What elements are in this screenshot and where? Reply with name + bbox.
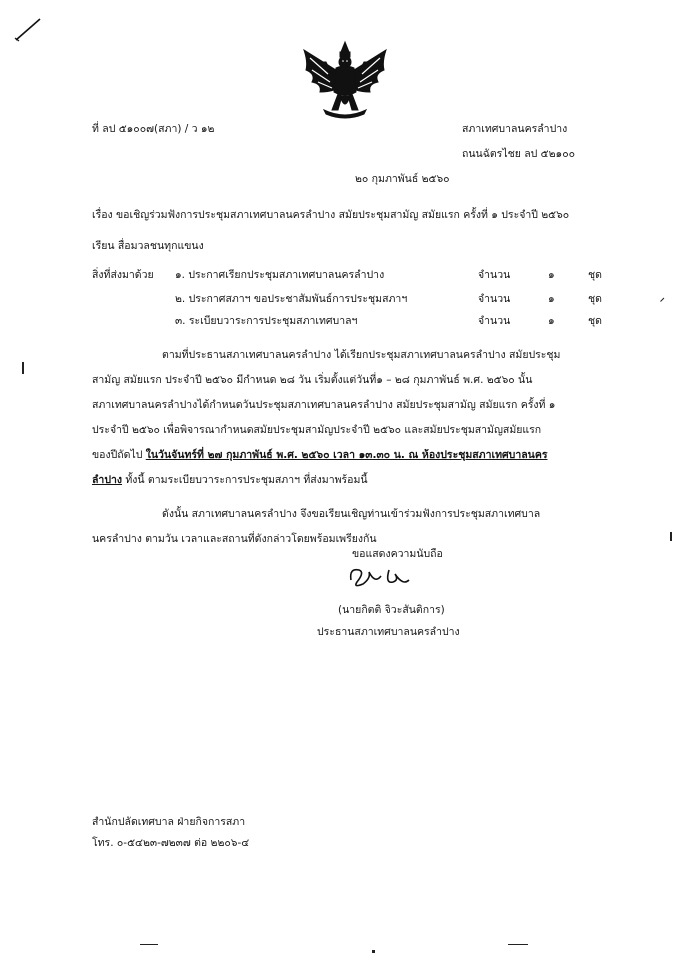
scan-speck: [508, 944, 528, 945]
enclosure-item-1: ๑. ประกาศเรียกประชุมสภาเทศบาลนครลำปาง: [175, 269, 385, 281]
footer-phone: โทร. ๐-๕๔๒๓-๗๒๓๗ ต่อ ๒๒๐๖-๔: [92, 837, 250, 849]
signer-name: (นายกิตติ จิวะสันติการ): [338, 604, 445, 616]
enclosure-item-2: ๒. ประกาศสภาฯ ขอประชาสัมพันธ์การประชุมสภาฯ: [175, 293, 408, 305]
garuda-emblem-icon: [298, 40, 392, 122]
enclosure-unit-3: ชุด: [588, 315, 602, 327]
body-p2-line-1: ดังนั้น สภาเทศบาลนครลำปาง จึงขอเรียนเชิญท่านเข้าร่วมฟังการประชุมสภาเทศบาล: [162, 508, 541, 520]
scan-speck: [660, 298, 668, 306]
enclosure-unit-2: ชุด: [588, 293, 602, 305]
body-p1-line-5-lead: ของปีถัดไป: [92, 449, 146, 461]
body-p1-line-2: สามัญ สมัยแรก ประจำปี ๒๕๖๐ มีกำหนด ๒๘ วัน เริ่มตั้งแต่วันที่๑ – ๒๘ กุมภาพันธ์ พ.ศ. ๒๕๖๐ นั้น: [92, 374, 533, 386]
scan-speck: [372, 950, 375, 953]
body-p1-line-3: สภาเทศบาลนครลำปางได้กำหนดวันประชุมสภาเทศบาลนครลำปาง สมัยประชุมสามัญ สมัยแรก ครั้งที่ ๑: [92, 399, 556, 411]
enclosure-item-3: ๓. ระเบียบวาระการประชุมสภาเทศบาลฯ: [175, 315, 358, 327]
enclosure-qty-3: ๑: [548, 315, 555, 327]
enclosure-label: สิ่งที่ส่งมาด้วย: [92, 269, 154, 281]
body-p1-line-4: ประจำปี ๒๕๖๐ เพื่อพิจารณากำหนดสมัยประชุมสามัญประจำปี ๒๕๖๐ และสมัยประชุมสามัญสมัยแรก: [92, 424, 542, 436]
enclosure-qty-label-1: จำนวน: [478, 269, 511, 281]
scan-speck: [22, 362, 24, 374]
enclosure-qty-label-2: จำนวน: [478, 293, 511, 305]
closing-phrase: ขอแสดงความนับถือ: [352, 548, 443, 560]
handwritten-signature: [345, 562, 425, 592]
footer-office: สำนักปลัดเทศบาล ฝ่ายกิจการสภา: [92, 816, 246, 828]
body-p1-line-6: [92, 471, 368, 488]
meeting-datetime-emphasis: ในวันจันทร์ที่ ๒๗ กุมภาพันธ์ พ.ศ. ๒๕๖๐ เวลา ๑๓.๓๐ น. ณ ห้องประชุมสภาเทศบาลนคร: [145, 449, 548, 461]
sender-office: สภาเทศบาลนครลำปาง: [462, 123, 568, 135]
scan-speck: [140, 944, 158, 945]
body-p1-line-6-rest: ทั้งนี้ ตามระเบียบวาระการประชุมสภาฯ ที่ส่งมาพร้อมนี้: [122, 474, 368, 486]
enclosure-qty-2: ๑: [548, 293, 555, 305]
signer-position: ประธานสภาเทศบาลนครลำปาง: [317, 626, 460, 638]
sender-address: ถนนฉัตรไชย ลป ๕๒๑๐๐: [462, 148, 576, 160]
document-number: ที่ ลป ๕๑๐๐๗(สภา) / ว ๑๒: [92, 123, 215, 135]
recipient-line: เรียน สื่อมวลชนทุกแขนง: [92, 240, 204, 252]
body-p1-line-1: ตามที่ประธานสภาเทศบาลนครลำปาง ได้เรียกประชุมสภาเทศบาลนครลำปาง สมัยประชุม: [162, 349, 561, 361]
document-date: ๒๐ กุมภาพันธ์ ๒๕๖๐: [355, 173, 450, 185]
scan-speck: [670, 532, 672, 541]
meeting-place-emphasis: ลำปาง: [92, 474, 123, 486]
enclosure-unit-1: ชุด: [588, 269, 602, 281]
body-p1-line-5: [92, 446, 548, 463]
body-p2-line-2: นครลำปาง ตามวัน เวลาและสถานที่ดังกล่าวโดยพร้อมเพรียงกัน: [92, 533, 377, 545]
subject-line: เรื่อง ขอเชิญร่วมฟังการประชุมสภาเทศบาลนครลำปาง สมัยประชุมสามัญ สมัยแรก ครั้งที่ ๑ ประจำปี ๒๕๖๐: [92, 209, 570, 221]
enclosure-qty-1: ๑: [548, 269, 555, 281]
enclosure-qty-label-3: จำนวน: [478, 315, 511, 327]
pen-mark-icon: [14, 16, 42, 42]
